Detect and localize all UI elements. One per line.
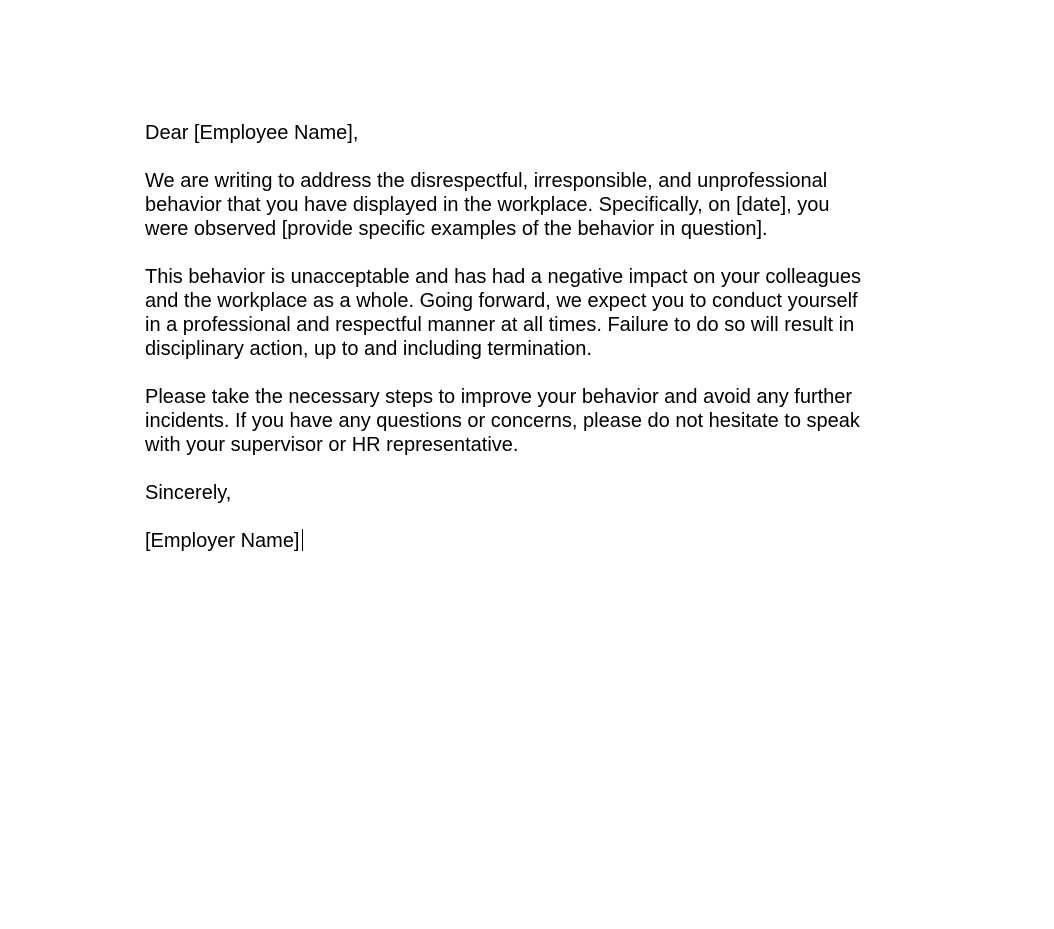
- paragraph-1: We are writing to address the disrespectful, irresponsible, and unprofessional behavior that you have displayed in the workplace. Specifically, on [date], you were observed [provide specific examples of the behavior in question].: [145, 170, 830, 240]
- signature: [Employer Name]: [145, 530, 300, 552]
- text-cursor: [302, 529, 303, 551]
- salutation: Dear [Employee Name],: [145, 122, 359, 144]
- signature-line: [145, 529, 905, 553]
- paragraph-3: Please take the necessary steps to improve your behavior and avoid any further incidents. If you have any questions or concerns, please do not hesitate to speak with your supervisor or HR representative.: [145, 386, 860, 456]
- letter-body[interactable]: [145, 121, 905, 553]
- closing: Sincerely,: [145, 482, 232, 504]
- paragraph-2: This behavior is unacceptable and has had a negative impact on your colleagues and the workplace as a whole. Going forward, we expect you to conduct yourself in a professional and respectful manner at all times. Failure to do so will result in disciplinary action, up to and including termination.: [145, 266, 862, 360]
